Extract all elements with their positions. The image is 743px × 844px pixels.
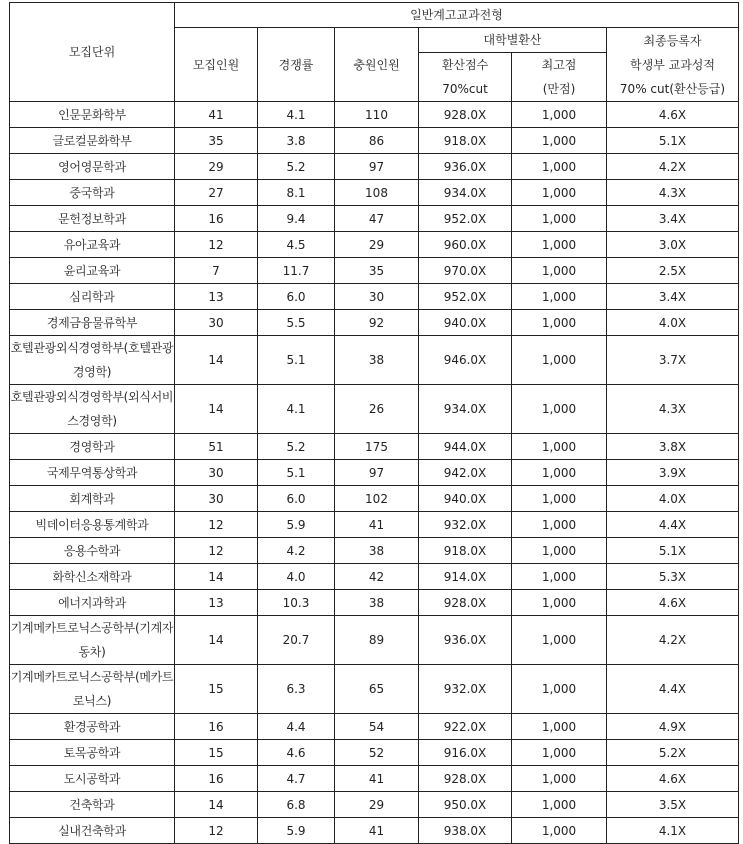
table-row bbox=[10, 180, 739, 206]
cell-max: 1,000 bbox=[512, 740, 607, 766]
table-row bbox=[10, 154, 739, 180]
cell-max: 1,000 bbox=[512, 336, 607, 385]
cell-max: 1,000 bbox=[512, 385, 607, 434]
cell-grade: 4.1X bbox=[607, 818, 739, 844]
header-unit: 모집단위 bbox=[10, 3, 175, 102]
cell-grade: 4.0X bbox=[607, 486, 739, 512]
cell-filled: 110 bbox=[335, 102, 419, 128]
table-row bbox=[10, 792, 739, 818]
cell-filled: 38 bbox=[335, 538, 419, 564]
cell-max: 1,000 bbox=[512, 258, 607, 284]
cell-score: 952.0X bbox=[419, 206, 512, 232]
table-row bbox=[10, 206, 739, 232]
cell-filled: 30 bbox=[335, 284, 419, 310]
cell-quota: 14 bbox=[175, 792, 258, 818]
cell-name: 중국학과 bbox=[10, 180, 175, 206]
cell-score: 940.0X bbox=[419, 310, 512, 336]
cell-max: 1,000 bbox=[512, 232, 607, 258]
admissions-table bbox=[9, 2, 739, 844]
cell-name: 회계학과 bbox=[10, 486, 175, 512]
cell-filled: 41 bbox=[335, 766, 419, 792]
header-max-score bbox=[512, 53, 607, 102]
cell-grade: 3.8X bbox=[607, 434, 739, 460]
cell-max: 1,000 bbox=[512, 564, 607, 590]
cell-name: 심리학과 bbox=[10, 284, 175, 310]
table-row bbox=[10, 538, 739, 564]
cell-name: 빅데이터응용통계학과 bbox=[10, 512, 175, 538]
cell-score: 932.0X bbox=[419, 512, 512, 538]
cell-ratio: 3.8 bbox=[258, 128, 335, 154]
cell-score: 970.0X bbox=[419, 258, 512, 284]
cell-max: 1,000 bbox=[512, 180, 607, 206]
cell-score: 916.0X bbox=[419, 740, 512, 766]
cell-quota: 29 bbox=[175, 154, 258, 180]
cell-quota: 16 bbox=[175, 714, 258, 740]
header-group: 일반계고교과전형 bbox=[175, 3, 739, 28]
cell-filled: 97 bbox=[335, 154, 419, 180]
table-row bbox=[10, 740, 739, 766]
header-conversion: 대학별환산 bbox=[419, 28, 607, 53]
cell-max: 1,000 bbox=[512, 206, 607, 232]
cell-ratio: 20.7 bbox=[258, 616, 335, 665]
cell-quota: 14 bbox=[175, 385, 258, 434]
cell-filled: 41 bbox=[335, 512, 419, 538]
cell-ratio: 5.1 bbox=[258, 336, 335, 385]
cell-name: 경제금융물류학부 bbox=[10, 310, 175, 336]
cell-name: 토목공학과 bbox=[10, 740, 175, 766]
cell-max: 1,000 bbox=[512, 590, 607, 616]
cell-name: 호텔관광외식경영학부(외식서비스경영학) bbox=[10, 385, 175, 434]
cell-grade: 5.1X bbox=[607, 538, 739, 564]
cell-quota: 7 bbox=[175, 258, 258, 284]
cell-quota: 12 bbox=[175, 538, 258, 564]
table-row bbox=[10, 102, 739, 128]
cell-ratio: 5.9 bbox=[258, 512, 335, 538]
cell-score: 918.0X bbox=[419, 538, 512, 564]
cell-name: 실내건축학과 bbox=[10, 818, 175, 844]
table-row bbox=[10, 714, 739, 740]
cell-ratio: 4.2 bbox=[258, 538, 335, 564]
table-row bbox=[10, 258, 739, 284]
cell-grade: 3.0X bbox=[607, 232, 739, 258]
cell-quota: 13 bbox=[175, 284, 258, 310]
cell-ratio: 4.1 bbox=[258, 102, 335, 128]
cell-quota: 15 bbox=[175, 665, 258, 714]
cell-filled: 89 bbox=[335, 616, 419, 665]
table-row bbox=[10, 590, 739, 616]
table-row bbox=[10, 232, 739, 258]
cell-name: 인문문화학부 bbox=[10, 102, 175, 128]
cell-quota: 14 bbox=[175, 564, 258, 590]
cell-ratio: 5.5 bbox=[258, 310, 335, 336]
table-row bbox=[10, 310, 739, 336]
cell-ratio: 8.1 bbox=[258, 180, 335, 206]
cell-quota: 12 bbox=[175, 232, 258, 258]
cell-name: 국제무역통상학과 bbox=[10, 460, 175, 486]
cell-score: 922.0X bbox=[419, 714, 512, 740]
cell-max: 1,000 bbox=[512, 284, 607, 310]
cell-score: 946.0X bbox=[419, 336, 512, 385]
cell-grade: 4.3X bbox=[607, 385, 739, 434]
cell-name: 경영학과 bbox=[10, 434, 175, 460]
cell-name: 유아교육과 bbox=[10, 232, 175, 258]
cell-quota: 30 bbox=[175, 310, 258, 336]
cell-score: 936.0X bbox=[419, 616, 512, 665]
cell-max: 1,000 bbox=[512, 154, 607, 180]
cell-grade: 2.5X bbox=[607, 258, 739, 284]
cell-grade: 5.2X bbox=[607, 740, 739, 766]
cell-quota: 16 bbox=[175, 206, 258, 232]
cell-score: 932.0X bbox=[419, 665, 512, 714]
cell-name: 글로컬문화학부 bbox=[10, 128, 175, 154]
cell-quota: 27 bbox=[175, 180, 258, 206]
cell-ratio: 9.4 bbox=[258, 206, 335, 232]
cell-filled: 102 bbox=[335, 486, 419, 512]
cell-name: 기계메카트로닉스공학부(기계자동차) bbox=[10, 616, 175, 665]
cell-ratio: 4.6 bbox=[258, 740, 335, 766]
cell-grade: 4.4X bbox=[607, 665, 739, 714]
cell-max: 1,000 bbox=[512, 460, 607, 486]
cell-filled: 54 bbox=[335, 714, 419, 740]
cell-ratio: 5.2 bbox=[258, 434, 335, 460]
header-final-line1: 최종등록자 bbox=[643, 33, 702, 48]
cell-grade: 4.0X bbox=[607, 310, 739, 336]
cell-score: 936.0X bbox=[419, 154, 512, 180]
cell-filled: 97 bbox=[335, 460, 419, 486]
cell-ratio: 11.7 bbox=[258, 258, 335, 284]
cell-name: 환경공학과 bbox=[10, 714, 175, 740]
cell-ratio: 6.0 bbox=[258, 284, 335, 310]
cell-max: 1,000 bbox=[512, 818, 607, 844]
cell-grade: 4.6X bbox=[607, 766, 739, 792]
cell-quota: 15 bbox=[175, 740, 258, 766]
table-row bbox=[10, 766, 739, 792]
cell-max: 1,000 bbox=[512, 486, 607, 512]
table-row bbox=[10, 128, 739, 154]
cell-ratio: 5.9 bbox=[258, 818, 335, 844]
cell-max: 1,000 bbox=[512, 102, 607, 128]
cell-name: 기계메카트로닉스공학부(메카트로닉스) bbox=[10, 665, 175, 714]
cell-score: 918.0X bbox=[419, 128, 512, 154]
cell-ratio: 4.0 bbox=[258, 564, 335, 590]
cell-name: 응용수학과 bbox=[10, 538, 175, 564]
cell-max: 1,000 bbox=[512, 538, 607, 564]
cell-quota: 41 bbox=[175, 102, 258, 128]
cell-quota: 13 bbox=[175, 590, 258, 616]
cell-grade: 5.1X bbox=[607, 128, 739, 154]
cell-quota: 35 bbox=[175, 128, 258, 154]
cell-ratio: 5.1 bbox=[258, 460, 335, 486]
table-row bbox=[10, 616, 739, 665]
table-row bbox=[10, 336, 739, 385]
cell-quota: 14 bbox=[175, 616, 258, 665]
cell-filled: 42 bbox=[335, 564, 419, 590]
cell-filled: 92 bbox=[335, 310, 419, 336]
header-conv-score-line1: 환산점수 bbox=[441, 58, 489, 72]
table-body bbox=[10, 102, 739, 844]
cell-grade: 3.4X bbox=[607, 284, 739, 310]
cell-quota: 12 bbox=[175, 512, 258, 538]
header-final-line3: 70% cut(환산등급) bbox=[619, 81, 726, 96]
cell-max: 1,000 bbox=[512, 128, 607, 154]
cell-quota: 30 bbox=[175, 486, 258, 512]
cell-score: 934.0X bbox=[419, 385, 512, 434]
cell-filled: 29 bbox=[335, 232, 419, 258]
cell-max: 1,000 bbox=[512, 665, 607, 714]
cell-quota: 30 bbox=[175, 460, 258, 486]
header-final-line2: 학생부 교과성적 bbox=[630, 57, 715, 72]
cell-score: 960.0X bbox=[419, 232, 512, 258]
cell-filled: 38 bbox=[335, 336, 419, 385]
header-conv-score bbox=[419, 53, 512, 102]
cell-quota: 14 bbox=[175, 336, 258, 385]
cell-name: 호텔관광외식경영학부(호텔관광경영학) bbox=[10, 336, 175, 385]
cell-name: 건축학과 bbox=[10, 792, 175, 818]
cell-ratio: 4.4 bbox=[258, 714, 335, 740]
table-row bbox=[10, 284, 739, 310]
cell-ratio: 5.2 bbox=[258, 154, 335, 180]
cell-score: 928.0X bbox=[419, 102, 512, 128]
cell-max: 1,000 bbox=[512, 512, 607, 538]
cell-score: 934.0X bbox=[419, 180, 512, 206]
cell-max: 1,000 bbox=[512, 616, 607, 665]
cell-grade: 4.6X bbox=[607, 590, 739, 616]
table-row bbox=[10, 460, 739, 486]
header-conv-score-line2: 70%cut bbox=[442, 82, 488, 96]
cell-score: 944.0X bbox=[419, 434, 512, 460]
cell-score: 928.0X bbox=[419, 590, 512, 616]
header-quota: 모집인원 bbox=[175, 28, 258, 102]
cell-name: 문헌정보학과 bbox=[10, 206, 175, 232]
cell-score: 914.0X bbox=[419, 564, 512, 590]
cell-filled: 47 bbox=[335, 206, 419, 232]
cell-ratio: 6.3 bbox=[258, 665, 335, 714]
cell-score: 940.0X bbox=[419, 486, 512, 512]
cell-filled: 86 bbox=[335, 128, 419, 154]
table-row bbox=[10, 385, 739, 434]
cell-ratio: 4.5 bbox=[258, 232, 335, 258]
table-row bbox=[10, 665, 739, 714]
cell-quota: 51 bbox=[175, 434, 258, 460]
cell-grade: 3.7X bbox=[607, 336, 739, 385]
header-max-score-line1: 최고점 bbox=[541, 58, 577, 72]
cell-filled: 26 bbox=[335, 385, 419, 434]
cell-quota: 12 bbox=[175, 818, 258, 844]
cell-grade: 4.4X bbox=[607, 512, 739, 538]
cell-name: 영어영문학과 bbox=[10, 154, 175, 180]
cell-filled: 29 bbox=[335, 792, 419, 818]
cell-score: 950.0X bbox=[419, 792, 512, 818]
cell-grade: 4.2X bbox=[607, 616, 739, 665]
cell-grade: 4.3X bbox=[607, 180, 739, 206]
header-max-score-line2: (만점) bbox=[542, 82, 576, 96]
header-final-grade bbox=[607, 28, 739, 102]
cell-ratio: 6.0 bbox=[258, 486, 335, 512]
cell-grade: 4.2X bbox=[607, 154, 739, 180]
cell-filled: 35 bbox=[335, 258, 419, 284]
cell-grade: 4.6X bbox=[607, 102, 739, 128]
cell-ratio: 10.3 bbox=[258, 590, 335, 616]
cell-grade: 4.9X bbox=[607, 714, 739, 740]
cell-grade: 3.9X bbox=[607, 460, 739, 486]
cell-filled: 175 bbox=[335, 434, 419, 460]
cell-score: 952.0X bbox=[419, 284, 512, 310]
table-row bbox=[10, 486, 739, 512]
cell-filled: 41 bbox=[335, 818, 419, 844]
cell-name: 에너지과학과 bbox=[10, 590, 175, 616]
cell-name: 윤리교육과 bbox=[10, 258, 175, 284]
cell-quota: 16 bbox=[175, 766, 258, 792]
cell-name: 도시공학과 bbox=[10, 766, 175, 792]
cell-grade: 3.5X bbox=[607, 792, 739, 818]
table-row bbox=[10, 564, 739, 590]
cell-filled: 108 bbox=[335, 180, 419, 206]
header-filled: 충원인원 bbox=[335, 28, 419, 102]
header-ratio: 경쟁률 bbox=[258, 28, 335, 102]
cell-score: 928.0X bbox=[419, 766, 512, 792]
cell-name: 화학신소재학과 bbox=[10, 564, 175, 590]
table-row bbox=[10, 434, 739, 460]
cell-ratio: 4.7 bbox=[258, 766, 335, 792]
cell-max: 1,000 bbox=[512, 310, 607, 336]
table-row bbox=[10, 818, 739, 844]
cell-score: 938.0X bbox=[419, 818, 512, 844]
cell-filled: 38 bbox=[335, 590, 419, 616]
cell-ratio: 6.8 bbox=[258, 792, 335, 818]
cell-score: 942.0X bbox=[419, 460, 512, 486]
cell-ratio: 4.1 bbox=[258, 385, 335, 434]
cell-filled: 65 bbox=[335, 665, 419, 714]
cell-max: 1,000 bbox=[512, 792, 607, 818]
cell-grade: 5.3X bbox=[607, 564, 739, 590]
cell-max: 1,000 bbox=[512, 766, 607, 792]
cell-filled: 52 bbox=[335, 740, 419, 766]
cell-max: 1,000 bbox=[512, 434, 607, 460]
table-row bbox=[10, 512, 739, 538]
cell-max: 1,000 bbox=[512, 714, 607, 740]
cell-grade: 3.4X bbox=[607, 206, 739, 232]
